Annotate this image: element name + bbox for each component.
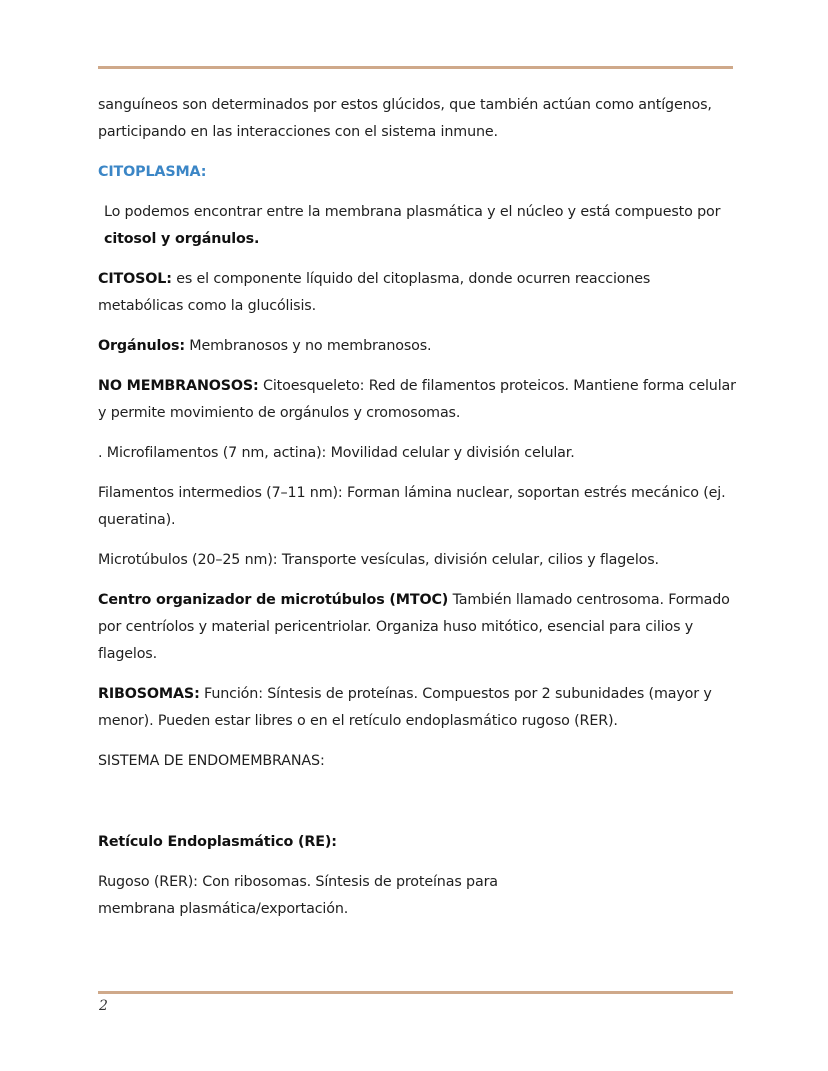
no-membranosos-text: Citoesqueleto: Red de filamentos proteicos. Mantiene forma celular y permite movimiento de orgánulos y cromosomas. — [98, 378, 736, 421]
paragraph-mtoc — [98, 587, 738, 668]
paragraph-filamentos-intermedios: Filamentos intermedios (7–11 nm): Forman lámina nuclear, soportan estrés mecánico (ej. queratina). — [98, 485, 726, 528]
paragraph-microtubulos: Microtúbulos (20–25 nm): Transporte vesículas, división celular, cilios y flagelos. — [98, 552, 659, 568]
footer-rule — [98, 991, 733, 994]
organulos-label: Orgánulos: — [98, 338, 185, 354]
document-body — [98, 92, 738, 936]
paragraph-microfilamentos: . Microfilamentos (7 nm, actina): Movilidad celular y división celular. — [98, 445, 575, 461]
paragraph-sistema-endomembranas: SISTEMA DE ENDOMEMBRANAS: — [98, 753, 325, 769]
header-rule — [98, 66, 733, 69]
citosol-label: CITOSOL: — [98, 271, 172, 287]
paragraph-ribosomas — [98, 681, 738, 735]
paragraph-citoplasma — [98, 199, 738, 253]
mtoc-label: Centro organizador de microtúbulos (MTOC) — [98, 592, 449, 608]
paragraph-antigenos: sanguíneos son determinados por estos glúcidos, que también actúan como antígenos, participando en las interacciones con el sistema inmune. — [98, 97, 712, 140]
citosol-text: es el componente líquido del citoplasma, donde ocurren reacciones metabólicas como la glucólisis. — [98, 271, 651, 314]
ribosomas-text: Función: Síntesis de proteínas. Compuestos por 2 subunidades (mayor y menor). Pueden estar libres o en el retículo endoplasmático rugoso (RER). — [98, 686, 712, 729]
paragraph-citosol — [98, 266, 738, 320]
heading-reticulo-endoplasmatico — [98, 829, 738, 856]
ribosomas-label: RIBOSOMAS: — [98, 686, 200, 702]
spacer — [98, 788, 738, 829]
paragraph-organulos — [98, 333, 738, 360]
citoplasma-text: Lo podemos encontrar entre la membrana plasmática y el núcleo y está compuesto por — [104, 204, 721, 220]
mtoc-text: También llamado centrosoma. Formado por centríolos y material pericentriolar. Organiza huso mitótico, esencial para cilios y flagelos. — [98, 592, 730, 662]
heading-citoplasma: CITOPLASMA: — [98, 164, 207, 180]
reticulo-label: Retículo Endoplasmático (RE): — [98, 834, 337, 850]
page-number: 2 — [99, 998, 108, 1014]
organulos-text: Membranosos y no membranosos. — [184, 338, 432, 354]
citoplasma-bold: citosol y orgánulos. — [104, 231, 260, 247]
paragraph-no-membranosos — [98, 373, 738, 427]
paragraph-rugoso: Rugoso (RER): Con ribosomas. Síntesis de proteínas para membrana plasmática/exportación. — [98, 874, 498, 917]
no-membranosos-label: NO MEMBRANOSOS: — [98, 378, 259, 394]
